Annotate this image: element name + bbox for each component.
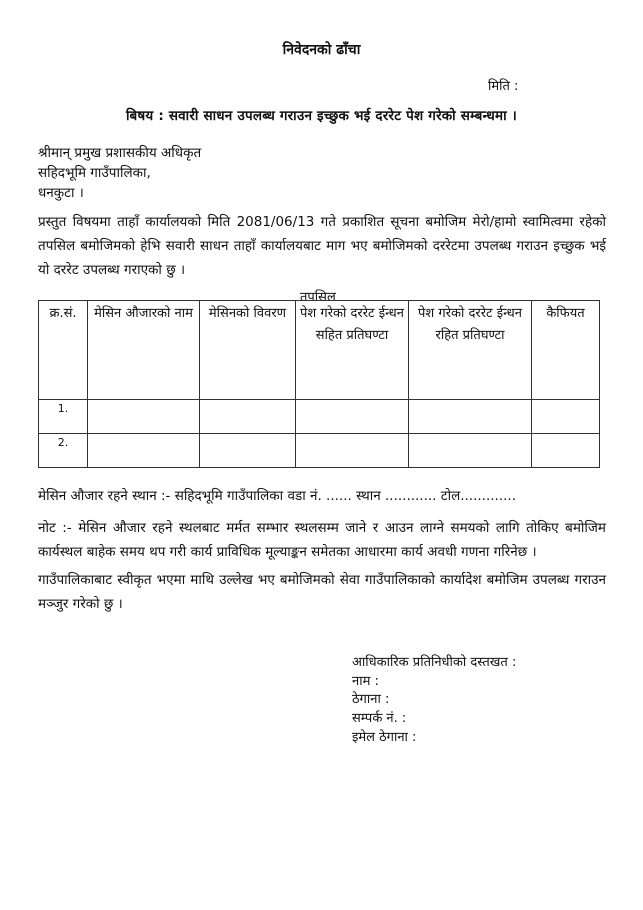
date-label: मिति :	[488, 79, 519, 94]
table-cell	[88, 434, 200, 468]
email-address-label: इमेल ठेगाना :	[352, 730, 417, 745]
address-label: ठेगाना :	[352, 692, 390, 707]
header-machine-name: मेसिन औजारको नाम	[88, 301, 200, 400]
subject-line: बिषय : सवारी साधन उपलब्ध गराउन इच्छुक भई दररेट पेश गरेको सम्बन्धमा ।	[125, 108, 518, 124]
machine-location-line: मेसिन औजार रहने स्थान :- सहिदभूमि गाउँपालिका वडा नं. ...... स्थान ............ टोल.............	[38, 488, 517, 504]
table-cell	[88, 400, 200, 434]
table-row	[39, 400, 600, 434]
table-cell	[296, 400, 409, 434]
table-cell	[532, 400, 600, 434]
header-rate-without-fuel: पेश गरेको दररेट ईन्धन रहित प्रतिघण्टा	[409, 301, 532, 400]
table-row	[39, 434, 600, 468]
table-cell	[296, 434, 409, 468]
document-title: निवेदनको ढाँचा	[282, 42, 361, 58]
table-caption: तपसिल	[300, 290, 336, 305]
header-remarks: कैफियत	[532, 301, 600, 400]
header-serial: क्र.सं.	[39, 301, 88, 400]
approval-paragraph: गाउँपालिकाबाट स्वीकृत भएमा माथि उल्लेख भए बमोजिमको सेवा गाउँपालिकाको कार्यादेश बमोजिम उपलब्ध गराउन मञ्जुर गरेको छु ।	[38, 572, 606, 612]
contact-number-label: सम्पर्क नं. :	[352, 711, 407, 726]
note-paragraph: नोट :- मेसिन औजार रहने स्थलबाट मर्मत सम्भार स्थलसम्म जाने र आउन लाग्ने समयको लागि तोकिए बमोजिम कार्यस्थल बाहेक समय थप गरी कार्य प्राविधिक मूल्याङ्कन समेतका आधारमा कार्य अवधी गणना गरिनेछ ।	[38, 520, 606, 560]
table-cell	[200, 400, 296, 434]
table-cell	[200, 434, 296, 468]
intro-paragraph: प्रस्तुत विषयमा ताहाँ कार्यालयको मिति 2081/06/13 गते प्रकाशित सूचना बमोजिम मेरो/हामो स्वामित्वमा रहेको तपसिल बमोजिमको हेभि सवारी साधन ताहाँ कार्यालयबाट माग भए बमोजिमको दररेटमा उपलब्ध गराउन इच्छुक भई यो दररेट उपलब्ध गराएको छु ।	[38, 214, 606, 278]
table-cell-serial: 1.	[39, 400, 88, 434]
header-rate-with-fuel: पेश गरेको दररेट ईन्धन सहित प्रतिघण्टा	[296, 301, 409, 400]
table-header-row	[39, 301, 600, 400]
table-cell-serial: 2.	[39, 434, 88, 468]
header-machine-description: मेसिनको विवरण	[200, 301, 296, 400]
details-table	[38, 300, 600, 468]
addressee-line-3: धनकुटा ।	[38, 185, 84, 201]
table-cell	[532, 434, 600, 468]
table-cell	[409, 400, 532, 434]
addressee-line-2: सहिदभूमि गाउँपालिका,	[38, 165, 151, 181]
signature-heading: आधिकारिक प्रतिनिधीको दस्तखत :	[352, 655, 517, 670]
table-cell	[409, 434, 532, 468]
name-label: नाम :	[352, 674, 379, 689]
addressee-line-1: श्रीमान् प्रमुख प्रशासकीय अधिकृत	[38, 145, 202, 161]
